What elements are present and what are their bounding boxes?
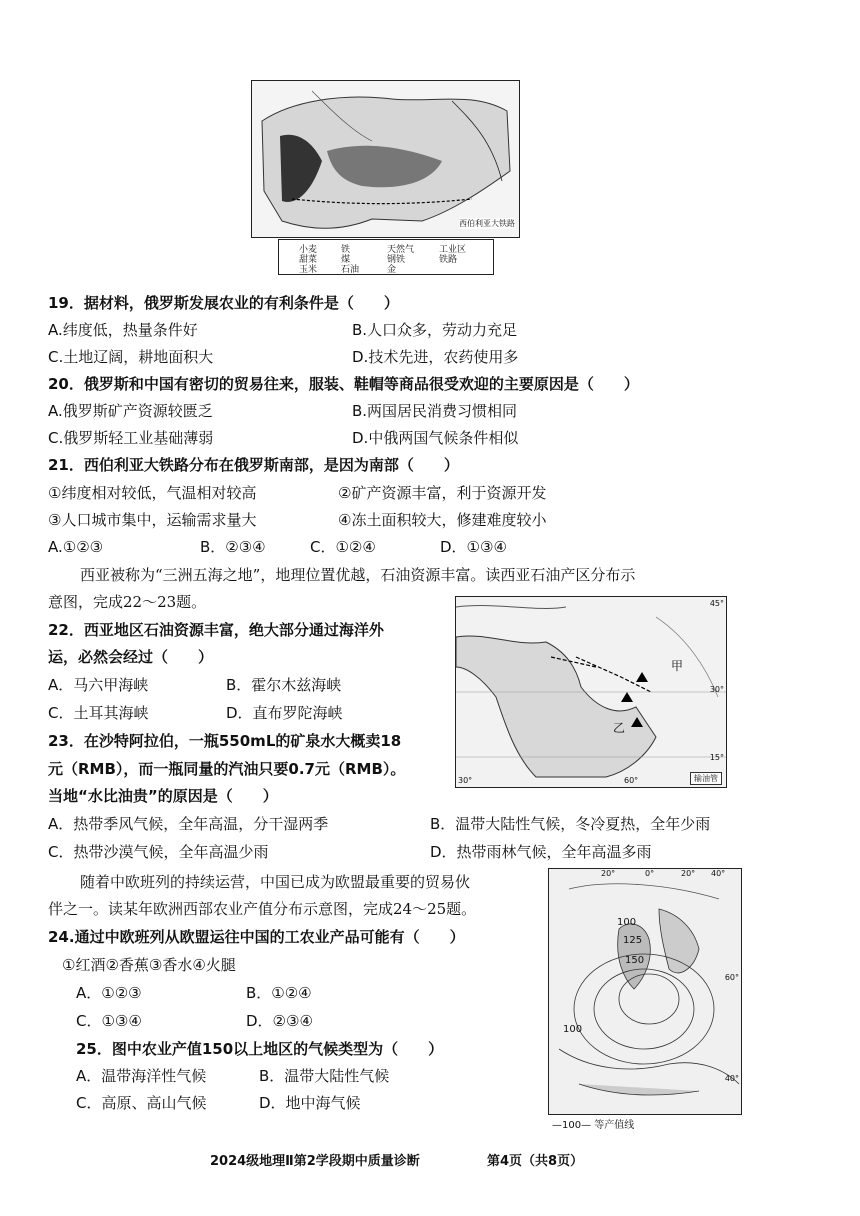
q24-items: ①红酒②香蕉③香水④火腿 — [62, 956, 236, 974]
russia-map-graphic — [252, 81, 519, 237]
q21-option-c: C．①②④ — [310, 538, 376, 556]
legend-item: 工业区 — [439, 245, 467, 255]
q20-option-b: B.两国居民消费习惯相同 — [352, 402, 518, 420]
lat-45: 45° — [709, 599, 724, 608]
legend-item: 煤 — [341, 255, 351, 265]
q22-stem-line1: 22．西亚地区石油资源丰富，绝大部分通过海洋外 — [48, 621, 384, 639]
lon-label: 20° — [601, 869, 616, 878]
q20-option-c: C.俄罗斯轻工业基础薄弱 — [48, 429, 214, 447]
footer-exam-title: 2024级地理Ⅱ第2学段期中质量诊断 — [210, 1154, 420, 1169]
q24-option-a: A．①②③ — [76, 984, 142, 1002]
isoline-label: 100 — [617, 917, 637, 928]
q19-option-b: B.人口众多，劳动力充足 — [352, 321, 518, 339]
europe-map-graphic — [549, 869, 741, 1114]
legend-item: 钢铁 — [387, 255, 406, 265]
q23-stem-line1: 23．在沙特阿拉伯，一瓶550mL的矿泉水大概卖18 — [48, 732, 402, 750]
q23-stem-line2: 元（RMB），而一瓶同量的汽油只要0.7元（RMB）。 — [48, 760, 406, 778]
legend-item: 天然气 — [387, 245, 415, 255]
q21-option-a: A.①②③ — [48, 538, 104, 556]
q20-option-d: D.中俄两国气候条件相似 — [352, 429, 519, 447]
legend-item: 金 — [387, 265, 397, 275]
q21-statement-2: ②矿产资源丰富，利于资源开发 — [338, 484, 547, 502]
russia-map-caption: 西伯利亚大铁路 — [459, 219, 515, 228]
lon-label: 0° — [645, 869, 655, 878]
q23-option-d: D．热带雨林气候，全年高温多雨 — [430, 843, 652, 861]
legend-item: 小麦 — [299, 245, 318, 255]
europe-map — [548, 868, 742, 1115]
q20-option-a: A.俄罗斯矿产资源较匮乏 — [48, 402, 213, 420]
isoline-label: 150 — [625, 955, 645, 966]
russia-map — [251, 80, 520, 238]
footer-page-number: 第4页（共8页） — [487, 1154, 584, 1169]
q19-option-d: D.技术先进，农药使用多 — [352, 348, 519, 366]
legend-item: 铁路 — [439, 255, 458, 265]
q25-stem: 25．图中农业产值150以上地区的气候类型为（ ） — [76, 1040, 444, 1058]
west-asia-map — [455, 596, 727, 788]
lat-40: 40° — [724, 1074, 739, 1083]
intro-22-23-line1: 西亚被称为“三洲五海之地”，地理位置优越，石油资源丰富。读西亚石油产区分布示 — [80, 566, 636, 584]
intro-24-25-line1: 随着中欧班列的持续运营，中国已成为欧盟最重要的贸易伙 — [80, 873, 471, 891]
q21-statement-4: ④冻土面积较大，修建难度较小 — [338, 511, 547, 529]
q25-option-b: B．温带大陆性气候 — [259, 1067, 390, 1085]
q21-statement-1: ①纬度相对较低，气温相对较高 — [48, 484, 257, 502]
q23-option-b: B．温带大陆性气候，冬冷夏热，全年少雨 — [430, 815, 711, 833]
q19-stem: 19．据材料，俄罗斯发展农业的有利条件是（ ） — [48, 294, 399, 312]
legend-item: 玉米 — [299, 265, 318, 275]
lat-30: 30° — [709, 685, 724, 694]
legend-item: 铁 — [341, 245, 351, 255]
q25-option-a: A．温带海洋性气候 — [76, 1067, 207, 1085]
lat-15: 15° — [709, 753, 724, 762]
europe-map-legend: —100— 等产值线 — [552, 1120, 635, 1131]
q21-option-b: B．②③④ — [200, 538, 266, 556]
q24-stem: 24.通过中欧班列从欧盟运往中国的工农业产品可能有（ ） — [48, 928, 465, 946]
isoline-label: 125 — [623, 935, 643, 946]
q19-option-a: A.纬度低，热量条件好 — [48, 321, 198, 339]
lon-60: 60° — [624, 776, 639, 785]
q24-option-d: D．②③④ — [246, 1012, 313, 1030]
label-yi: 乙 — [613, 721, 626, 735]
q24-option-c: C．①③④ — [76, 1012, 142, 1030]
intro-24-25-line2: 伴之一。读某年欧洲西部农业产值分布示意图，完成24～25题。 — [48, 900, 477, 918]
intro-22-23-line2: 意图，完成22～23题。 — [48, 593, 207, 611]
russia-map-legend — [278, 239, 494, 275]
q22-option-d: D．直布罗陀海峡 — [226, 704, 343, 722]
q23-stem-line3: 当地“水比油贵”的原因是（ ） — [48, 787, 278, 805]
legend-item: 甜菜 — [299, 255, 318, 265]
q22-stem-line2: 运，必然会经过（ ） — [48, 648, 214, 666]
q23-option-c: C．热带沙漠气候，全年高温少雨 — [48, 843, 269, 861]
q20-stem: 20．俄罗斯和中国有密切的贸易往来，服装、鞋帽等商品很受欢迎的主要原因是（ ） — [48, 375, 639, 393]
q23-option-a: A．热带季风气候，全年高温，分干湿两季 — [48, 815, 329, 833]
lon-30: 30° — [458, 776, 473, 785]
legend-item: 石油 — [341, 265, 360, 275]
q22-option-a: A．马六甲海峡 — [48, 676, 149, 694]
isoline-label: 100 — [563, 1024, 583, 1035]
lon-label: 40° — [711, 869, 726, 878]
q22-option-c: C．土耳其海峡 — [48, 704, 149, 722]
q21-stem: 21．西伯利亚大铁路分布在俄罗斯南部，是因为南部（ ） — [48, 456, 459, 474]
west-asia-legend: 输油管 — [690, 772, 722, 785]
q21-statement-3: ③人口城市集中，运输需求量大 — [48, 511, 257, 529]
label-jia: 甲 — [671, 659, 684, 673]
q21-option-d: D．①③④ — [440, 538, 507, 556]
lon-label: 20° — [681, 869, 696, 878]
lat-60: 60° — [724, 973, 739, 982]
q25-option-d: D．地中海气候 — [259, 1094, 361, 1112]
q25-option-c: C．高原、高山气候 — [76, 1094, 207, 1112]
q24-option-b: B．①②④ — [246, 984, 312, 1002]
q22-option-b: B．霍尔木兹海峡 — [226, 676, 342, 694]
q19-option-c: C.土地辽阔，耕地面积大 — [48, 348, 214, 366]
west-asia-map-graphic — [456, 597, 726, 787]
